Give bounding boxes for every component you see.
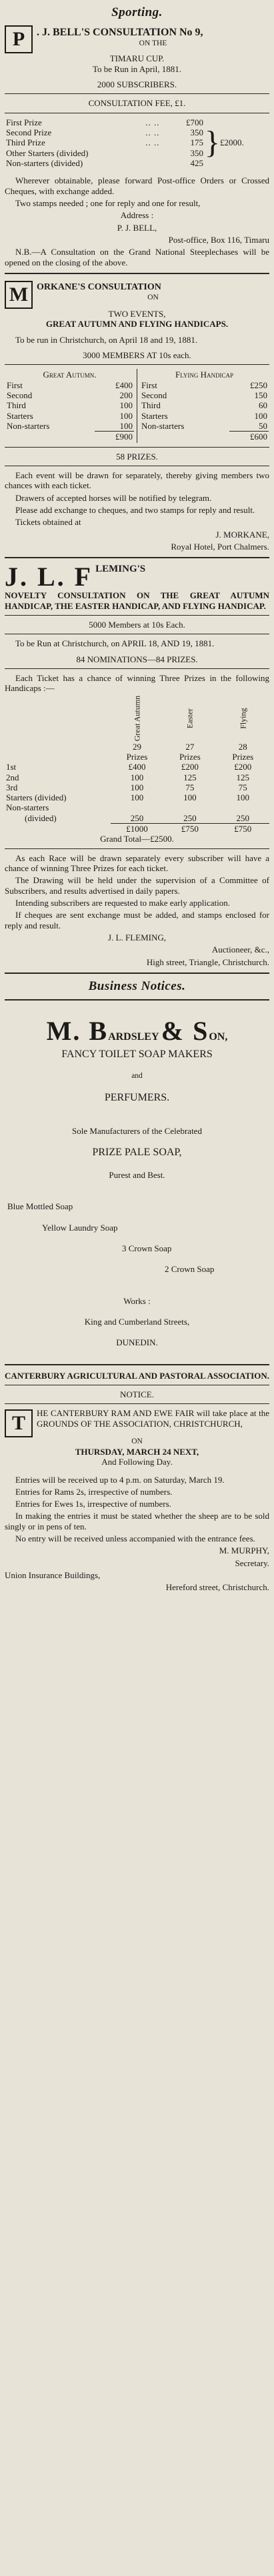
ad-text: 58 PRIZES. (116, 451, 158, 462)
table-row (5, 813, 269, 824)
ad-address: Union Insurance Buildings, (5, 1570, 101, 1581)
table-row (140, 432, 269, 442)
prize-label: Non-starters (6, 802, 49, 813)
prize-amount: 350 (190, 127, 203, 138)
drop-cap: P (5, 25, 33, 53)
ad-paragraph: Two stamps needed ; one for reply and one for result, (15, 198, 201, 209)
prize-amount: 100 (130, 782, 144, 792)
ad-text: CONSULTATION FEE, £1. (88, 98, 186, 109)
ad-fleming (5, 564, 269, 967)
table-row (5, 792, 269, 802)
ad-text: ON THE (139, 39, 167, 48)
ad-subheading: TWO EVENTS, (108, 308, 166, 319)
ad-text: Works : (123, 1295, 151, 1306)
prize-count: 27 (185, 741, 195, 752)
table-row (5, 148, 205, 158)
table-row (5, 411, 134, 421)
prize-amount: 100 (130, 772, 144, 782)
prize-total: £1000 (111, 824, 163, 834)
prize-amount: 100 (236, 792, 250, 803)
table-row (5, 752, 269, 762)
prize-amount: 250 (130, 812, 144, 823)
product-item: 3 Crown Soap (122, 1243, 172, 1253)
grand-total: Grand Total—£2500. (100, 834, 174, 844)
prize-label: Starters (141, 410, 168, 421)
ad-address: King and Cumberland Streets, (84, 1316, 190, 1327)
ad-paragraph: Please add exchange to cheques, and two stamps for reply and result. (15, 504, 255, 515)
table-row (5, 400, 134, 410)
prize-label: 3rd (6, 782, 18, 792)
prize-label: Non-starters (141, 420, 185, 431)
column-heading: Flying Handicap (175, 370, 233, 380)
ad-subheading: PERFUMERS. (104, 1091, 170, 1103)
table-row: Third Prize .. .. 175 (6, 137, 203, 148)
prize-amount: 100 (119, 400, 133, 411)
ad-heading: ORKANE'S CONSULTATION (37, 281, 161, 292)
prize-amount: 100 (183, 792, 197, 803)
ad-text: 2000 SUBSCRIBERS. (97, 79, 177, 90)
ad-heading: & S (161, 1016, 209, 1047)
brace: } (205, 125, 221, 161)
newspaper-page (5, 0, 269, 1593)
ad-paragraph: Wherever obtainable, please forward Post-office Orders or Crossed Cheques, with exchange added. (5, 175, 269, 196)
prize-label: Non-starters (7, 420, 50, 431)
prize-table-two-col (5, 369, 269, 442)
ad-subheading: FANCY TOILET SOAP MAKERS (61, 1049, 213, 1061)
table-row (140, 380, 269, 390)
prize-amount: 250 (183, 812, 197, 823)
ad-paragraph: Each Ticket has a chance of winning Three Prizes in the following Handicaps :— (5, 672, 269, 694)
table-row (140, 411, 269, 421)
prize-amount: 125 (183, 772, 197, 782)
drop-cap: T (5, 1409, 33, 1437)
ad-text: Auctioneer, &c., (211, 944, 269, 955)
ad-address: Royal Hotel, Port Chalmers. (171, 541, 269, 552)
ad-signature: M. MURPHY, (219, 1545, 269, 1556)
prize-amount: £400 (128, 762, 146, 772)
table-row: First Prize .. .. £700 (6, 117, 203, 127)
ad-heading: LEMING'S (95, 564, 146, 575)
ad-text: 5000 Members at 10s Each. (89, 619, 185, 630)
table-row (5, 762, 269, 772)
prize-amount: 75 (238, 782, 247, 792)
prize-label: Starters (7, 410, 33, 421)
ad-subheading: GREAT AUTUMN AND FLYING HANDICAPS. (45, 319, 229, 330)
ad-paragraph: N.B.—A Consultation on the Grand National Steeplechases will be opened on the closing of the above. (5, 247, 269, 267)
ad-canterbury (5, 1371, 269, 1593)
ad-heading: ARDSLEY (108, 1031, 159, 1043)
prize-amount: 175 (190, 137, 203, 148)
prize-amount: £700 (186, 117, 203, 127)
ad-bell (5, 24, 269, 267)
column-heading: Easter (185, 708, 195, 729)
ad-text: Tickets obtained at (15, 517, 81, 528)
prize-count-label: Prizes (232, 751, 254, 762)
ad-heading: ON, (209, 1031, 228, 1043)
prize-total: £600 (229, 432, 269, 442)
prize-amount: 125 (236, 772, 250, 782)
ad-heading: . J. BELL'S CONSULTATION No 9, (37, 27, 203, 39)
prize-label: (divided) (25, 813, 57, 824)
table-row (5, 782, 269, 792)
prize-amount: 100 (254, 410, 267, 421)
ad-paragraph: If cheques are sent exchange must be added, and stamps enclosed for reply and result. (5, 910, 269, 930)
ad-paragraph: HE CANTERBURY RAM AND EWE FAIR will take place at the GROUNDS OF THE ASSOCIATION, CHRISTCHURCH, (37, 1408, 269, 1429)
prize-label: 1st (6, 762, 17, 772)
prize-amount: £400 (115, 380, 133, 390)
ad-paragraph: The Drawing will be held under the supervision of a Committee of Subscribers, and results advertised in daily papers. (5, 875, 269, 896)
ad-subheading: THURSDAY, MARCH 24 NEXT, (75, 1446, 199, 1457)
ad-paragraph: Entries for Ewes 1s, irrespective of numbers. (15, 1499, 171, 1509)
table-row (5, 824, 269, 834)
ad-text: Purest and Best. (109, 1170, 165, 1180)
ad-signature: J. L. FLEMING, (107, 932, 167, 943)
prize-table-three-col (5, 696, 269, 834)
prize-total: £750 (217, 824, 269, 834)
ad-address: DUNEDIN. (116, 1337, 158, 1348)
ad-paragraph: In making the entries it must be stated whether the sheep are to be sold singly or in pens of ten. (5, 1511, 269, 1531)
table-row: Second Prize .. .. 350 (6, 127, 203, 138)
section-title-sporting: Sporting. (111, 5, 163, 19)
prize-label: Third Prize (6, 137, 45, 148)
prize-label: Starters (divided) (6, 792, 67, 803)
ad-text: and (131, 1072, 143, 1081)
table-row (5, 772, 269, 782)
product-item: 2 Crown Soap (165, 1264, 215, 1275)
ad-paragraph: To be Run at Christchurch, on APRIL 18, AND 19, 1881. (15, 638, 215, 649)
ad-heading: CANTERBURY AGRICULTURAL AND PASTORAL ASSOCIATION. (5, 1370, 269, 1381)
column-heading: Great Autumn. (43, 370, 97, 380)
prize-total: £2000. (220, 137, 244, 148)
ad-text: To be Run in April, 1881. (92, 63, 182, 74)
prize-amount: 200 (119, 390, 133, 400)
ad-text: ON (131, 1437, 143, 1446)
ad-heading: J. L. F (5, 562, 93, 592)
ad-signature: J. MORKANE, (215, 529, 269, 540)
prize-amount: 425 (190, 158, 203, 169)
ad-subheading: PRIZE PALE SOAP, (92, 1147, 182, 1159)
ad-text: 3000 MEMBERS AT 10s each. (83, 350, 191, 360)
prize-amount: 100 (130, 792, 144, 803)
prize-amount: 250 (236, 812, 250, 823)
section-title-business: Business Notices. (88, 979, 186, 994)
ad-address: Hereford street, Christchurch. (165, 1582, 269, 1593)
prize-label: First Prize (6, 117, 42, 127)
product-item: Yellow Laundry Soap (42, 1222, 118, 1233)
ad-text: Address : (120, 210, 154, 221)
ad-text: And Following Day. (101, 1457, 173, 1467)
table-row (5, 696, 269, 742)
prize-amount: 75 (185, 782, 195, 792)
prize-amount: £200 (234, 762, 252, 772)
prize-amount: £250 (250, 380, 267, 390)
table-row (5, 390, 134, 400)
prize-amount: 350 (190, 147, 203, 158)
prize-amount: 60 (259, 400, 267, 411)
ad-paragraph: Entries will be received up to 4 p.m. on Saturday, March 19. (15, 1474, 225, 1485)
ad-subheading: TIMARU CUP. (109, 53, 165, 64)
ad-bardsley (5, 1006, 269, 1358)
prize-amount: 100 (119, 420, 133, 431)
ad-paragraph: No entry will be received unless accompanied with the entrance fees. (15, 1533, 255, 1544)
ad-paragraph: To be run in Christchurch, on April 18 and 19, 1881. (15, 334, 198, 345)
ad-heading: M. B (46, 1016, 109, 1047)
prize-total: £750 (163, 824, 216, 834)
ad-morkane (5, 279, 269, 552)
table-row (5, 421, 134, 432)
prize-count: 29 (132, 741, 141, 752)
ad-subheading: NOTICE. (120, 1389, 154, 1399)
ad-paragraph: Entries for Rams 2s, irrespective of numbers. (15, 1486, 173, 1497)
table-row (5, 432, 134, 442)
column-heading: Great Autumn (132, 696, 142, 742)
prize-label: Non-starters (divided) (6, 158, 83, 169)
prize-count-label: Prizes (126, 751, 148, 762)
prize-label: 2nd (6, 772, 19, 782)
prize-count: 28 (238, 741, 247, 752)
table-row (5, 158, 205, 168)
prize-total: £900 (95, 432, 134, 442)
prize-label: Third (7, 400, 26, 411)
ad-address: Post-office, Box 116, Timaru (168, 235, 269, 245)
prize-label: Other Starters (divided) (6, 147, 89, 158)
product-item: Blue Mottled Soap (7, 1201, 73, 1212)
prize-count-label: Prizes (179, 751, 201, 762)
prize-label: Second (141, 390, 167, 400)
ad-paragraph: Intending subscribers are requested to make early application. (15, 898, 230, 908)
table-row (140, 390, 269, 400)
prize-label: Second Prize (6, 127, 52, 138)
table-row (5, 802, 269, 812)
prize-table (5, 117, 205, 169)
ad-paragraph: As each Race will be drawn separately every subscriber will have a chance of winning Three Prizes for each ticket. (5, 852, 269, 874)
ad-subheading: NOVELTY CONSULTATION ON THE GREAT AUTUMN HANDICAP, THE EASTER HANDICAP, AND FLYING HANDICAP. (5, 590, 269, 611)
prize-label: Third (141, 400, 161, 411)
table-row (140, 400, 269, 410)
ad-text: Sole Manufacturers of the Celebrated (72, 1125, 202, 1136)
ad-text: Secretary. (235, 1557, 269, 1568)
prize-amount: 150 (254, 390, 267, 400)
column-heading: Flying (238, 708, 248, 730)
prize-label: First (141, 380, 157, 390)
ad-signature: P. J. BELL, (117, 222, 157, 233)
table-row (5, 369, 269, 442)
prize-amount: £200 (181, 762, 199, 772)
ad-text: 84 NOMINATIONS—84 PRIZES. (76, 654, 198, 664)
prize-amount: 50 (259, 420, 267, 431)
ad-paragraph: Drawers of accepted horses will be notified by telegram. (15, 492, 212, 503)
prize-amount: 100 (119, 410, 133, 421)
prize-label: First (7, 380, 23, 390)
ad-paragraph: Each event will be drawn for separately, thereby giving members two chances with each ticket. (5, 470, 269, 491)
prize-list (5, 117, 269, 169)
table-row (5, 380, 134, 390)
prize-label: Second (7, 390, 33, 400)
ad-address: High street, Triangle, Christchurch. (146, 956, 269, 967)
ad-text: ON (147, 293, 159, 301)
table-row (140, 421, 269, 432)
drop-cap: M (5, 281, 33, 309)
